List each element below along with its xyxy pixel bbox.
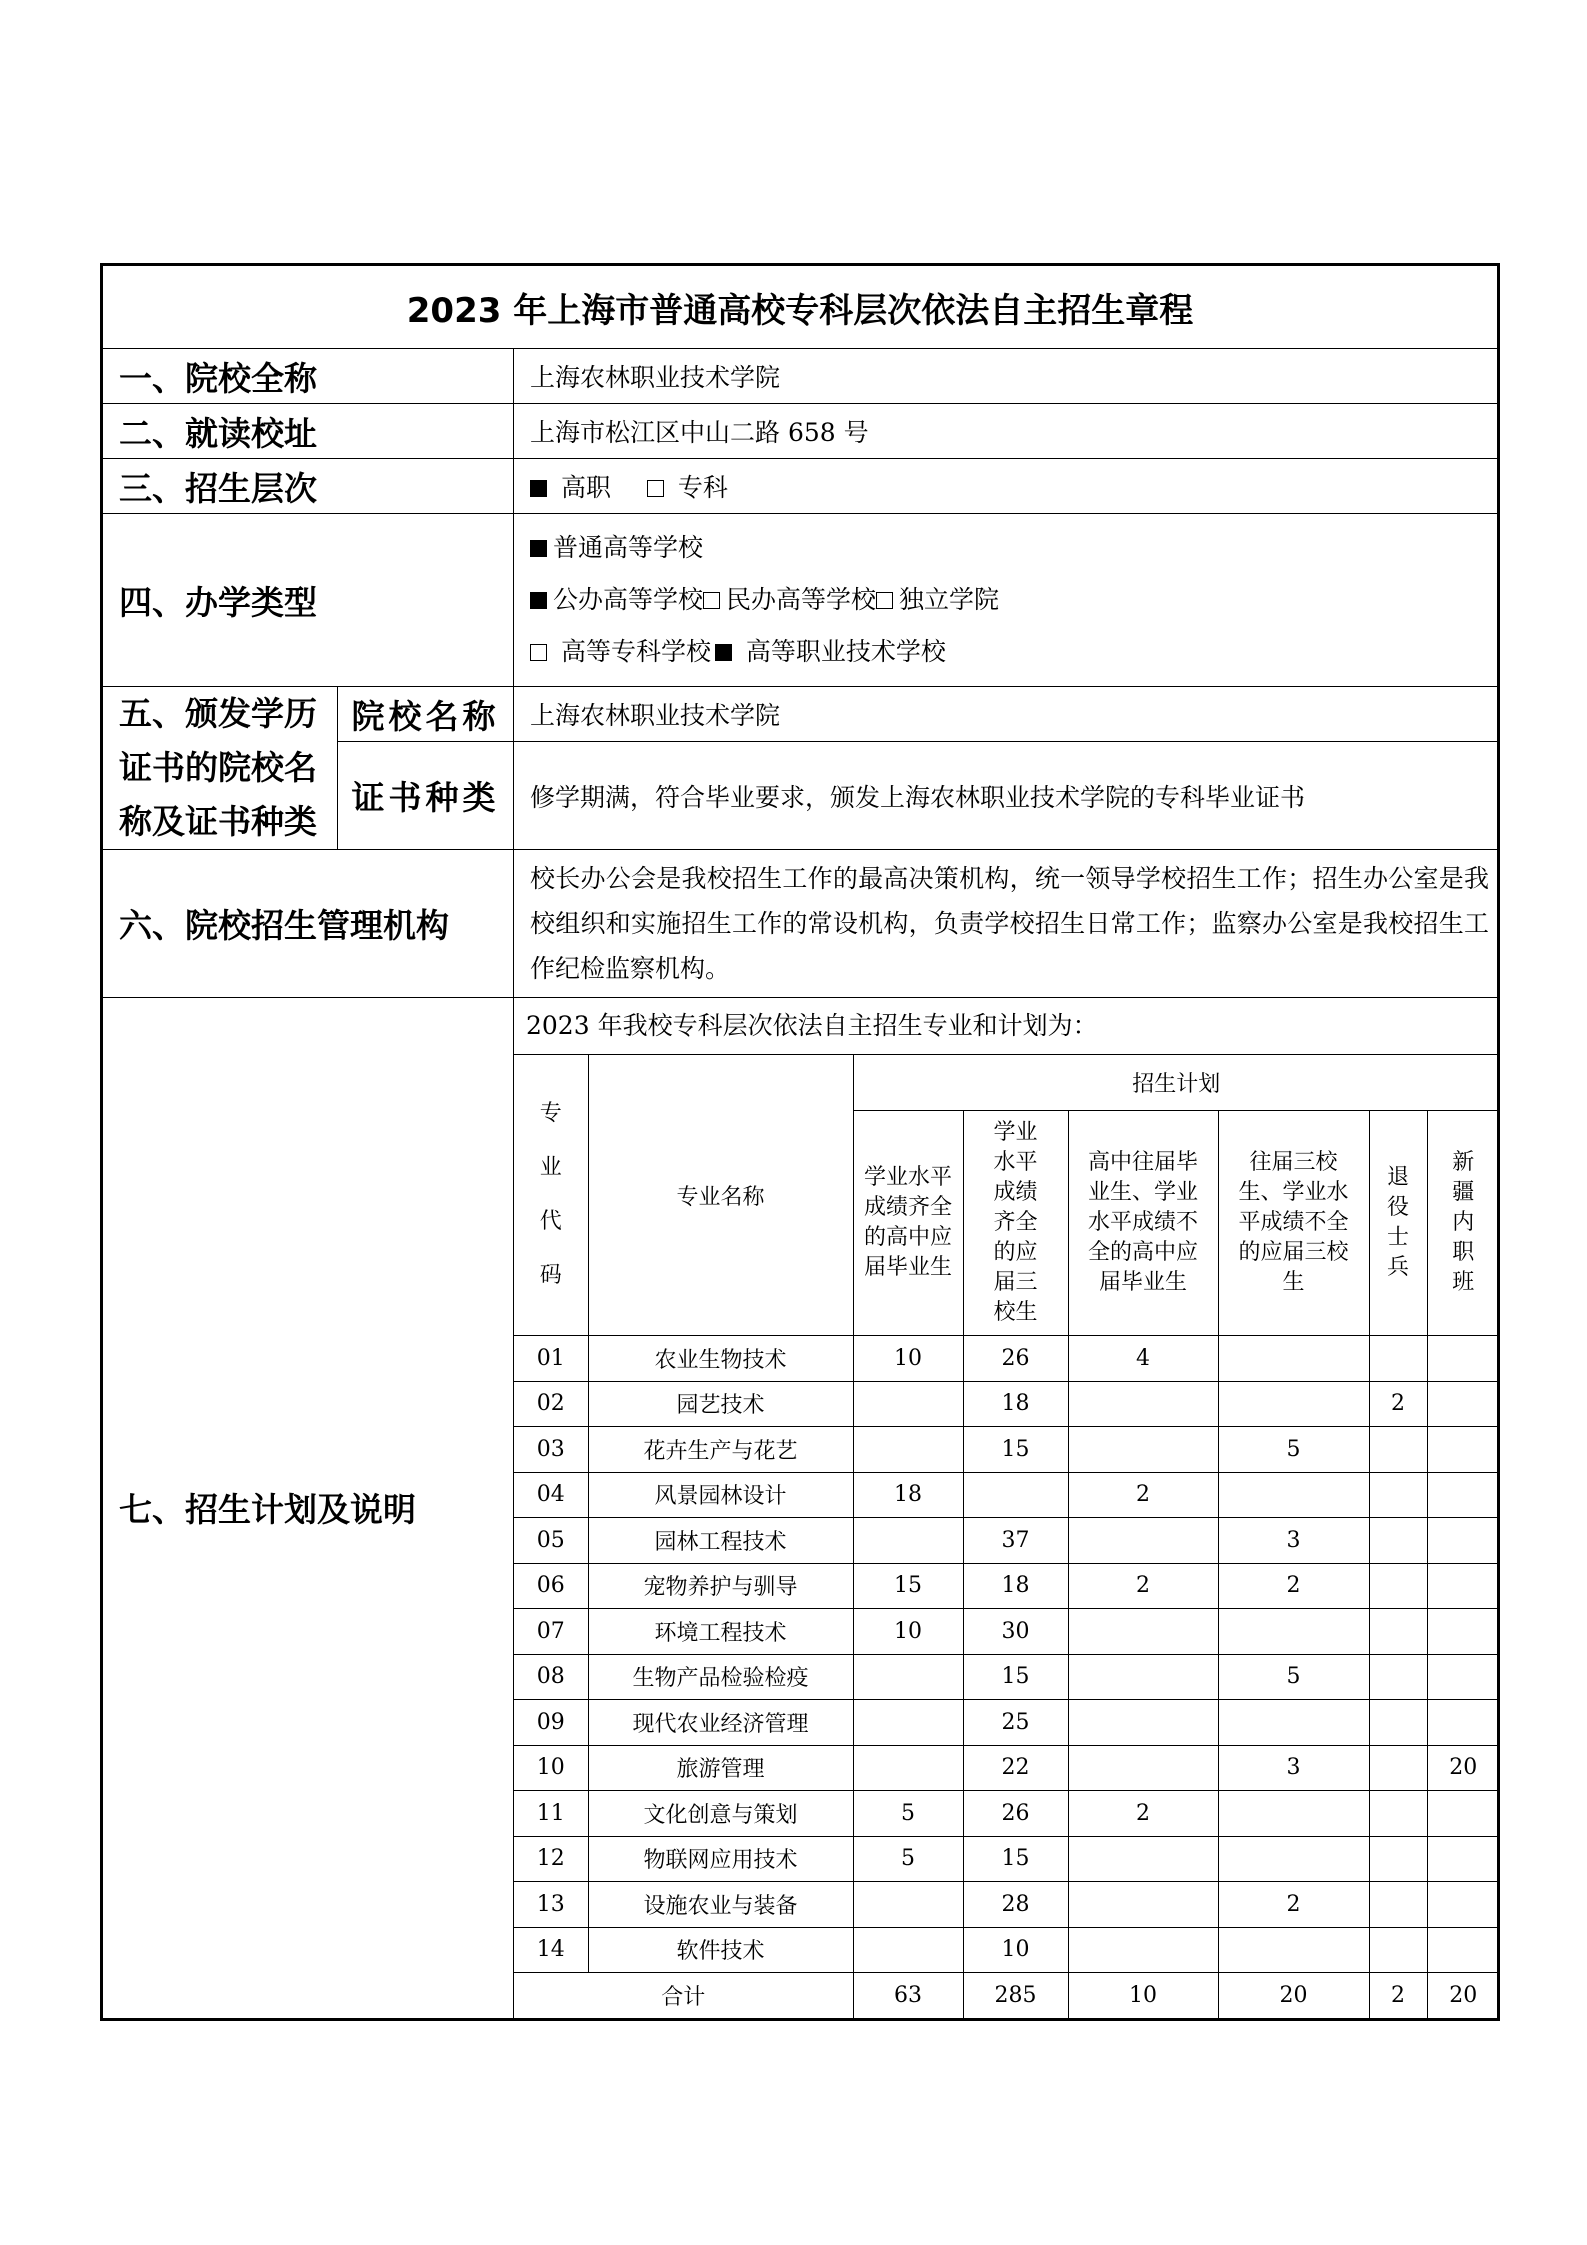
plan-count-cell: 28 (963, 1882, 1068, 1928)
total-cell: 63 (853, 1973, 963, 2018)
major-name-cell: 园艺技术 (588, 1381, 853, 1427)
major-name-cell: 物联网应用技术 (588, 1836, 853, 1882)
header-major-name: 专业名称 (588, 1055, 853, 1336)
total-label: 合计 (514, 1973, 853, 2018)
label-admission-level: 三、招生层次 (102, 459, 514, 514)
plan-count-cell: 37 (963, 1518, 1068, 1564)
plan-count-cell (1427, 1381, 1499, 1427)
value-admission-office: 校长办公会是我校招生工作的最高决策机构，统一领导学校招生工作；招生办公室是我校组织和实施招生工作的常设机构，负责学校招生日常工作；监察办公室是我校招生工作纪检监察机构。 (514, 850, 1499, 998)
plan-count-cell (853, 1745, 963, 1791)
option-public-college: 公办高等学校 (553, 585, 704, 614)
major-code-cell: 12 (514, 1836, 588, 1882)
plan-count-cell (1369, 1882, 1427, 1928)
table-row (514, 1654, 1499, 1700)
major-code-cell: 02 (514, 1381, 588, 1427)
plan-count-cell (1218, 1927, 1369, 1973)
label-diploma-issuer: 五、颁发学历证书的院校名称及证书种类 (102, 687, 338, 850)
plan-count-cell: 2 (1218, 1882, 1369, 1928)
major-name-cell: 文化创意与策划 (588, 1791, 853, 1837)
plan-count-cell: 10 (853, 1609, 963, 1655)
plan-count-cell (1218, 1472, 1369, 1518)
plan-count-cell: 5 (1218, 1427, 1369, 1473)
total-cell: 20 (1427, 1973, 1499, 2018)
unchecked-box-icon (876, 592, 893, 609)
major-name-cell: 软件技术 (588, 1927, 853, 1973)
major-name-cell: 旅游管理 (588, 1745, 853, 1791)
plan-count-cell (1427, 1472, 1499, 1518)
table-row (514, 1882, 1499, 1928)
plan-count-cell (1427, 1518, 1499, 1564)
value-issuer-name: 上海农林职业技术学院 (514, 687, 1499, 742)
header-admission-plan: 招生计划 (853, 1055, 1499, 1111)
plan-count-cell: 3 (1218, 1518, 1369, 1564)
major-code-cell: 07 (514, 1609, 588, 1655)
major-code-cell: 13 (514, 1882, 588, 1928)
plan-count-cell (1068, 1745, 1218, 1791)
major-code-cell: 04 (514, 1472, 588, 1518)
major-name-cell: 花卉生产与花艺 (588, 1427, 853, 1473)
value-campus-address: 上海市松江区中山二路 658 号 (514, 404, 1499, 459)
option-higher-vocational: 高职 (560, 473, 611, 502)
plan-count-cell: 5 (1218, 1654, 1369, 1700)
major-name-cell: 现代农业经济管理 (588, 1700, 853, 1746)
label-issuer-name: 院校名称 (338, 687, 514, 742)
table-row (514, 1427, 1499, 1473)
plan-count-cell (1068, 1427, 1218, 1473)
major-code-cell: 06 (514, 1563, 588, 1609)
plan-count-cell (853, 1518, 963, 1564)
plan-count-cell: 26 (963, 1336, 1068, 1382)
plan-count-cell: 2 (1369, 1381, 1427, 1427)
total-cell: 20 (1218, 1973, 1369, 2018)
header-col-3: 高中往届毕业生、学业水平成绩不全的高中应届毕业生 (1068, 1111, 1218, 1336)
plan-count-cell: 4 (1068, 1336, 1218, 1382)
header-col-4: 往届三校生、学业水平成绩不全的应届三校生 (1218, 1111, 1369, 1336)
major-name-cell: 风景园林设计 (588, 1472, 853, 1518)
plan-count-cell: 30 (963, 1609, 1068, 1655)
option-junior-college: 专科 (677, 473, 728, 502)
major-name-cell: 设施农业与装备 (588, 1882, 853, 1928)
document (100, 263, 1497, 2021)
plan-count-cell (1369, 1791, 1427, 1837)
major-code-cell: 08 (514, 1654, 588, 1700)
checked-box-icon (530, 592, 547, 609)
major-name-cell: 宠物养护与驯导 (588, 1563, 853, 1609)
plan-count-cell (1369, 1427, 1427, 1473)
plan-count-cell: 5 (853, 1836, 963, 1882)
table-row (514, 1927, 1499, 1973)
value-admission-level (514, 459, 1499, 514)
total-cell: 10 (1068, 1973, 1218, 2018)
option-vocational-technical-college: 高等职业技术学校 (745, 637, 946, 666)
major-name-cell: 园林工程技术 (588, 1518, 853, 1564)
table-row (514, 1518, 1499, 1564)
plan-count-cell (1427, 1836, 1499, 1882)
plan-count-cell (1369, 1609, 1427, 1655)
plan-count-cell (1068, 1927, 1218, 1973)
plan-count-cell (963, 1472, 1068, 1518)
plan-count-cell (853, 1654, 963, 1700)
value-certificate-type: 修学期满，符合毕业要求，颁发上海农林职业技术学院的专科毕业证书 (514, 742, 1499, 850)
total-cell: 285 (963, 1973, 1068, 2018)
table-row (514, 1745, 1499, 1791)
label-admission-office: 六、院校招生管理机构 (102, 850, 514, 998)
plan-count-cell (1369, 1336, 1427, 1382)
table-row (514, 1836, 1499, 1882)
plan-count-cell (853, 1381, 963, 1427)
admission-charter-table (100, 263, 1500, 2021)
option-independent-college: 独立学院 (899, 585, 1000, 614)
label-school-type: 四、办学类型 (102, 514, 514, 687)
table-row (514, 1609, 1499, 1655)
major-name-cell: 环境工程技术 (588, 1609, 853, 1655)
option-private-college: 民办高等学校 (726, 585, 877, 614)
plan-count-cell (1427, 1563, 1499, 1609)
option-regular-college: 普通高等学校 (553, 533, 704, 562)
plan-count-cell: 20 (1427, 1745, 1499, 1791)
table-row (514, 1700, 1499, 1746)
plan-count-cell (1427, 1882, 1499, 1928)
total-cell: 2 (1369, 1973, 1427, 2018)
header-col-1: 学业水平成绩齐全的高中应届毕业生 (853, 1111, 963, 1336)
label-admission-plan: 七、招生计划及说明 (102, 998, 514, 2020)
plan-count-cell: 18 (963, 1563, 1068, 1609)
plan-count-cell (1218, 1609, 1369, 1655)
header-col-2: 学业水平成绩齐全的应届三校生 (963, 1111, 1068, 1336)
unchecked-box-icon (530, 644, 547, 661)
plan-count-cell (1427, 1609, 1499, 1655)
header-col-5: 退役士兵 (1369, 1111, 1427, 1336)
plan-count-cell (853, 1427, 963, 1473)
major-code-cell: 01 (514, 1336, 588, 1382)
plan-count-cell: 3 (1218, 1745, 1369, 1791)
label-campus-address: 二、就读校址 (102, 404, 514, 459)
plan-count-cell (1427, 1654, 1499, 1700)
plan-count-cell: 15 (853, 1563, 963, 1609)
major-name-cell: 生物产品检验检疫 (588, 1654, 853, 1700)
plan-count-cell: 18 (963, 1381, 1068, 1427)
checked-box-icon (715, 644, 732, 661)
plan-count-cell (1068, 1381, 1218, 1427)
major-code-cell: 10 (514, 1745, 588, 1791)
table-row (514, 1336, 1499, 1382)
value-school-type (514, 514, 1499, 687)
plan-count-cell (1068, 1836, 1218, 1882)
table-row (514, 1563, 1499, 1609)
plan-count-cell (1427, 1700, 1499, 1746)
table-row (514, 1381, 1499, 1427)
plan-count-cell (853, 1700, 963, 1746)
plan-count-cell (1427, 1427, 1499, 1473)
plan-count-cell: 22 (963, 1745, 1068, 1791)
unchecked-box-icon (703, 592, 720, 609)
admission-plan-cell (514, 998, 1499, 2020)
plan-count-cell (1218, 1381, 1369, 1427)
plan-count-cell: 15 (963, 1836, 1068, 1882)
plan-intro: 2023 年我校专科层次依法自主招生专业和计划为： (526, 1011, 1098, 1040)
plan-count-cell: 25 (963, 1700, 1068, 1746)
plan-count-cell (1068, 1700, 1218, 1746)
plan-count-cell: 2 (1218, 1563, 1369, 1609)
plan-count-cell (1369, 1518, 1427, 1564)
checked-box-icon (530, 540, 547, 557)
plan-count-cell (1218, 1836, 1369, 1882)
unchecked-box-icon (647, 480, 664, 497)
plan-count-cell (1369, 1836, 1427, 1882)
plan-count-cell (1068, 1518, 1218, 1564)
value-school-name: 上海农林职业技术学院 (514, 349, 1499, 404)
plan-count-cell (1369, 1563, 1427, 1609)
major-code-cell: 14 (514, 1927, 588, 1973)
header-col-6: 新疆内职班 (1427, 1111, 1499, 1336)
plan-count-cell (1427, 1791, 1499, 1837)
header-major-code-text: 专业代码 (539, 1101, 562, 1288)
plan-count-cell (1369, 1745, 1427, 1791)
plan-count-cell (1068, 1609, 1218, 1655)
plan-count-cell: 15 (963, 1654, 1068, 1700)
plan-count-cell: 2 (1068, 1472, 1218, 1518)
plan-count-cell (1218, 1336, 1369, 1382)
plan-count-cell (1369, 1927, 1427, 1973)
plan-count-cell: 5 (853, 1791, 963, 1837)
plan-count-cell (1369, 1654, 1427, 1700)
checked-box-icon (530, 480, 547, 497)
plan-count-cell (1369, 1700, 1427, 1746)
admission-plan-table (514, 1054, 1499, 2018)
major-code-cell: 09 (514, 1700, 588, 1746)
plan-count-cell (853, 1927, 963, 1973)
plan-count-cell (1427, 1927, 1499, 1973)
plan-count-cell (1218, 1700, 1369, 1746)
plan-count-cell: 10 (853, 1336, 963, 1382)
plan-count-cell (853, 1882, 963, 1928)
plan-count-cell: 26 (963, 1791, 1068, 1837)
plan-count-cell: 10 (963, 1927, 1068, 1973)
major-name-cell: 农业生物技术 (588, 1336, 853, 1382)
plan-count-cell (1369, 1472, 1427, 1518)
plan-count-cell: 15 (963, 1427, 1068, 1473)
plan-count-cell: 2 (1068, 1563, 1218, 1609)
table-row (514, 1472, 1499, 1518)
plan-count-cell (1068, 1882, 1218, 1928)
major-code-cell: 03 (514, 1427, 588, 1473)
header-major-code (514, 1055, 588, 1336)
plan-count-cell (1218, 1791, 1369, 1837)
label-certificate-type: 证书种类 (338, 742, 514, 850)
plan-count-cell: 2 (1068, 1791, 1218, 1837)
table-row (514, 1791, 1499, 1837)
major-code-cell: 11 (514, 1791, 588, 1837)
plan-count-cell: 18 (853, 1472, 963, 1518)
document-title: 2023 年上海市普通高校专科层次依法自主招生章程 (102, 265, 1499, 349)
label-school-name: 一、院校全称 (102, 349, 514, 404)
plan-count-cell (1068, 1654, 1218, 1700)
major-code-cell: 05 (514, 1518, 588, 1564)
option-junior-specialized-college: 高等专科学校 (560, 637, 711, 666)
plan-count-cell (1427, 1336, 1499, 1382)
